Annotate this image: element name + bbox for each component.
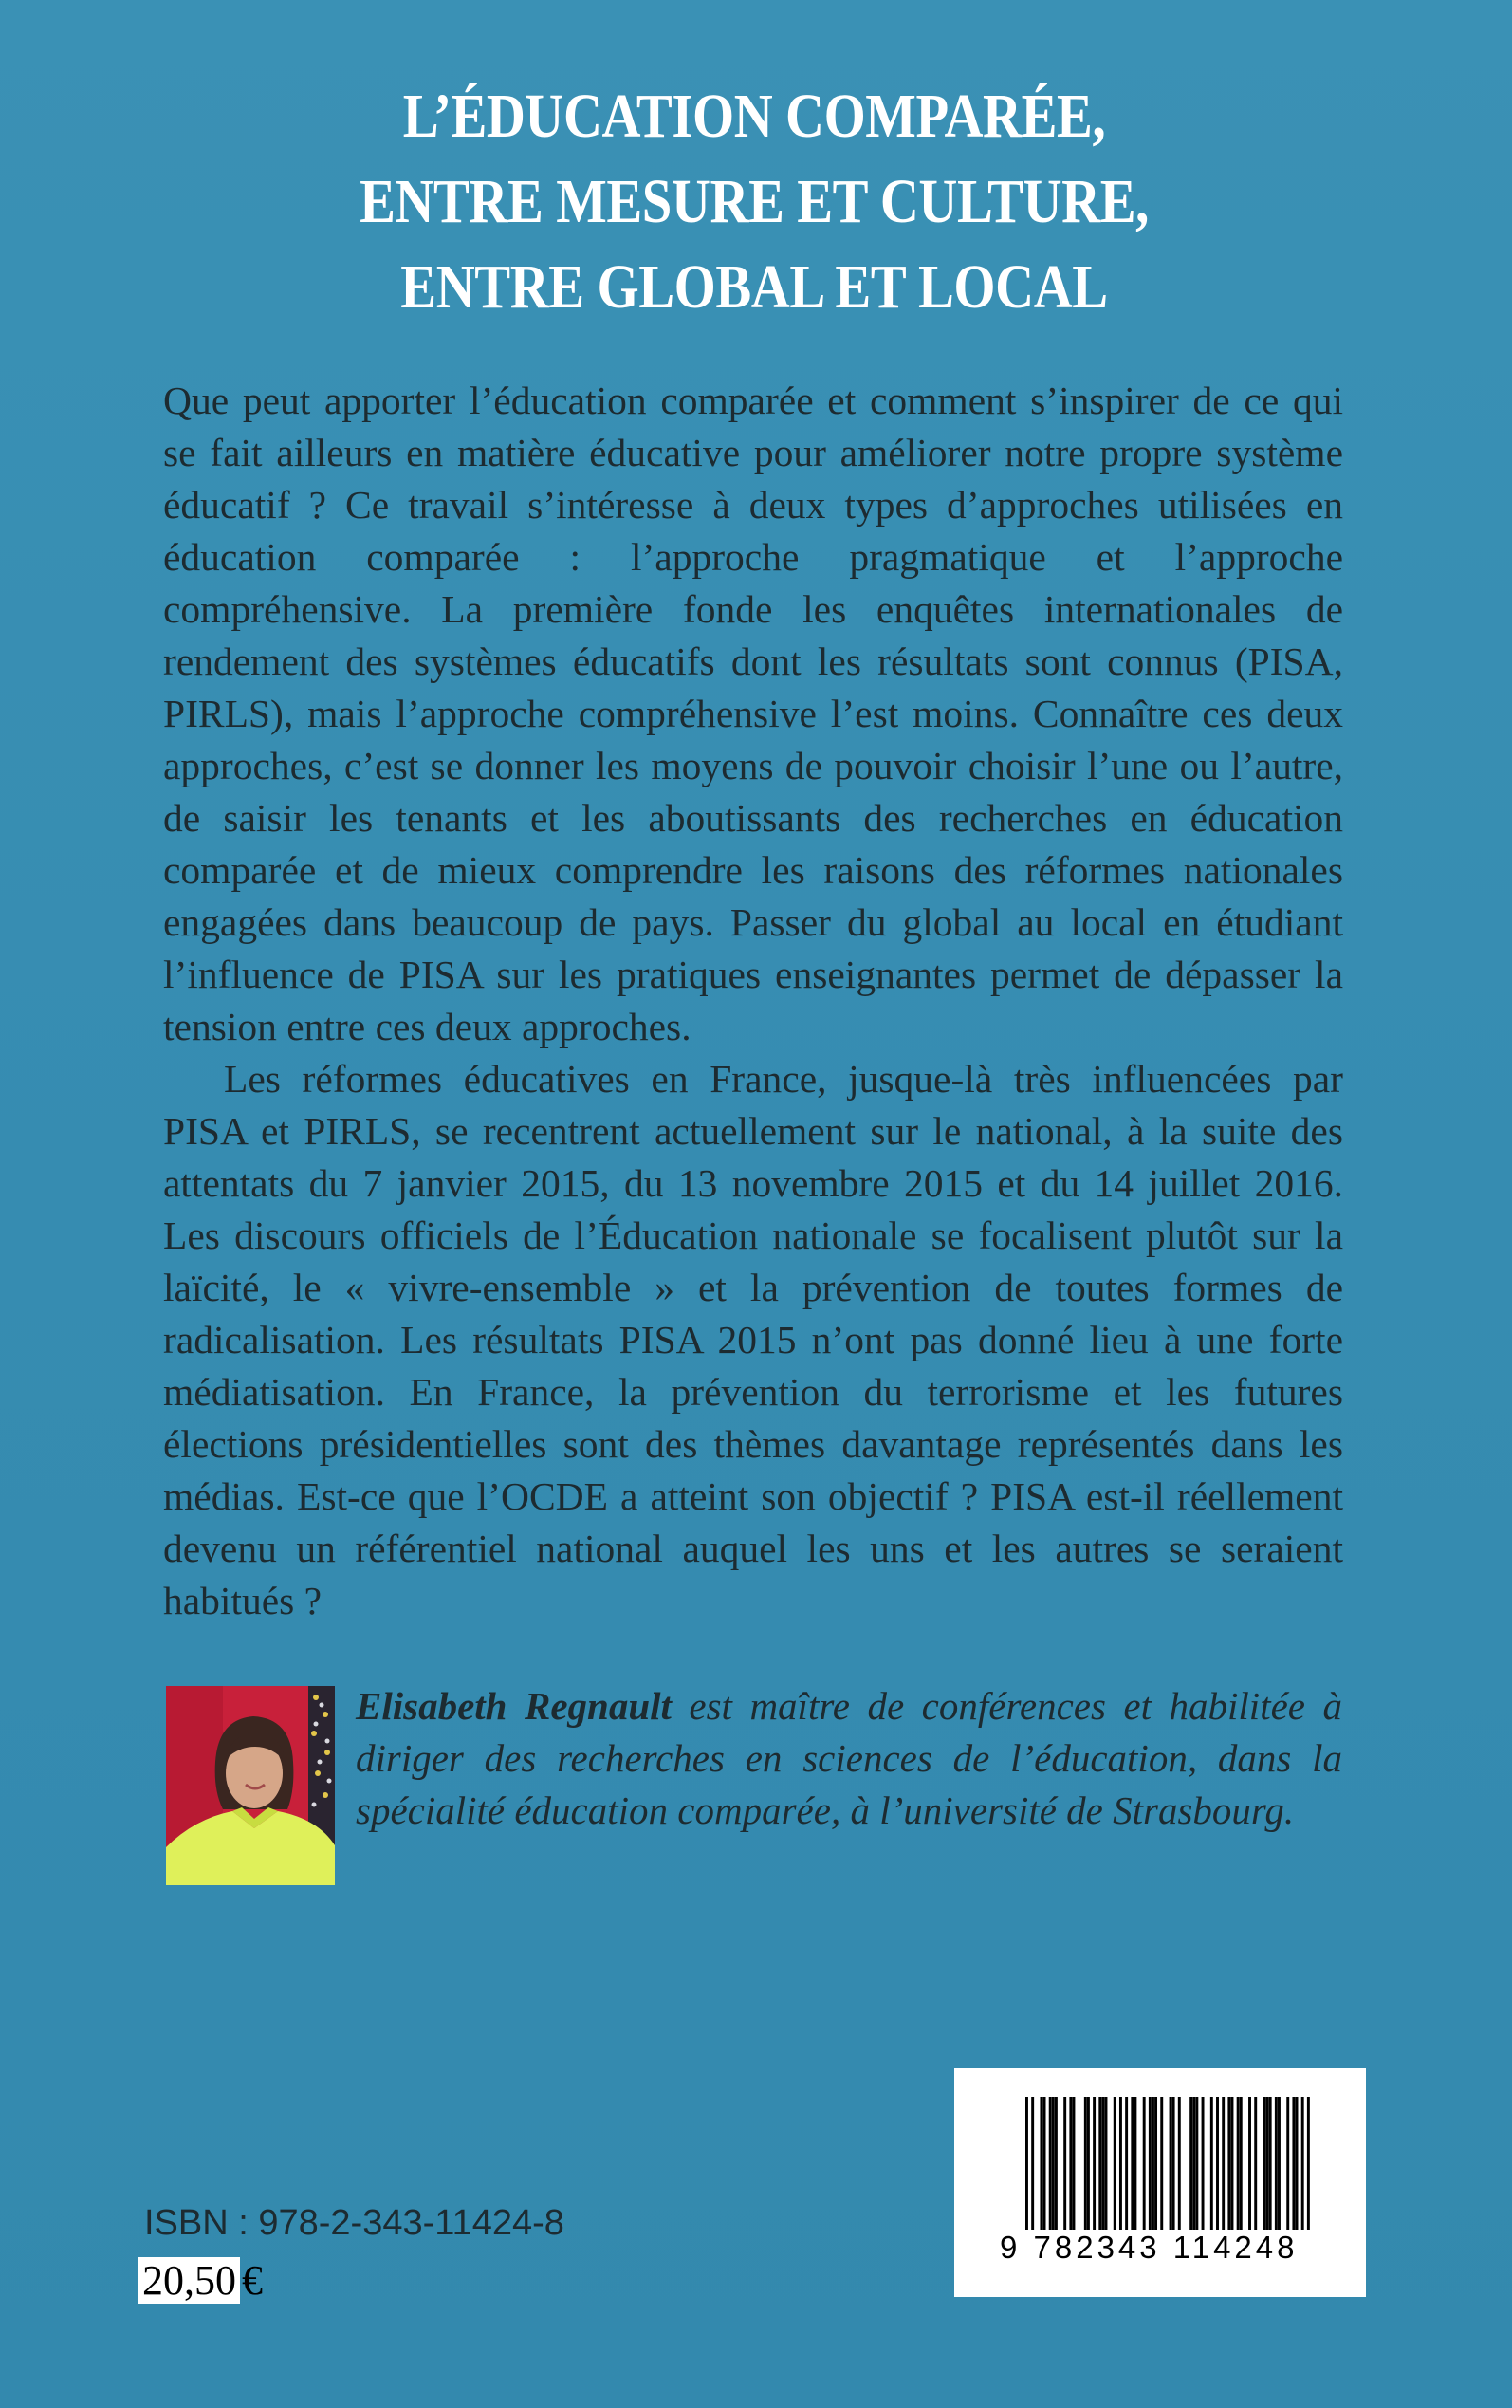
isbn-label: ISBN : 978-2-343-11424-8: [144, 2203, 564, 2243]
price: [138, 2257, 263, 2305]
author-bio-text: est maître de conférences et habilitée à diriger des recherches en sciences de l’éducation, dans la spécialité éducation comparée, à l’université de Strasbourg.: [356, 1684, 1342, 1832]
title-line-1: L’ÉDUCATION COMPARÉE,: [402, 82, 1106, 151]
book-summary: [163, 375, 1343, 1627]
book-title: [228, 74, 1280, 330]
price-value: 20,50: [138, 2257, 240, 2304]
barcode: [954, 2068, 1366, 2297]
title-line-2: ENTRE MESURE ET CULTURE,: [360, 167, 1149, 236]
author-name: Elisabeth Regnault: [356, 1684, 672, 1728]
title-line-3: ENTRE GLOBAL ET LOCAL: [400, 252, 1108, 322]
summary-paragraph-1: Que peut apporter l’éducation comparée et comment s’inspirer de ce qui se fait ailleurs en matière éducative pour améliorer notre propre système éducatif ? Ce travail s’intéresse à deux types d’approches utilisées en éducation comparée : l’approche pragmatique et l’approche compréhensive. La première fonde les enquêtes internationales de rendement des systèmes éducatifs dont les résultats sont connus (PISA, PIRLS), mais l’approche compréhensive l’est moins. Connaître ces deux approches, c’est se donner les moyens de pouvoir choisir l’une ou l’autre, de saisir les tenants et les aboutissants des recherches en éducation comparée et de mieux comprendre les raisons des réformes nationales engagées dans beaucoup de pays. Passer du global au local en étudiant l’influence de PISA sur les pratiques enseignantes permet de dépasser la tension entre ces deux approches.: [163, 379, 1343, 1048]
author-bio: [356, 1680, 1342, 1837]
summary-paragraph-2: Les réformes éducatives en France, jusque-là très influencées par PISA et PIRLS, se recentrent actuellement sur le national, à la suite des attentats du 7 janvier 2015, du 13 novembre 2015 et du 14 juillet 2016. Les discours officiels de l’Éducation nationale se focalisent plutôt sur la laïcité, le « vivre-ensemble » et la prévention de toutes formes de radicalisation. Les résultats PISA 2015 n’ont pas donné lieu à une forte médiatisation. En France, la prévention du terrorisme et les futures élections présidentielles sont des thèmes davantage représentés dans les médias. Est-ce que l’OCDE a atteint son objectif ? PISA est-il réellement devenu un référentiel national auquel les uns et les autres se seraient habitués ?: [163, 1057, 1343, 1622]
barcode-digits: 9 782343 114248: [996, 2230, 1345, 2266]
author-photo: [166, 1686, 335, 1885]
price-currency: €: [242, 2257, 263, 2304]
author-portrait-image: [166, 1686, 335, 1885]
